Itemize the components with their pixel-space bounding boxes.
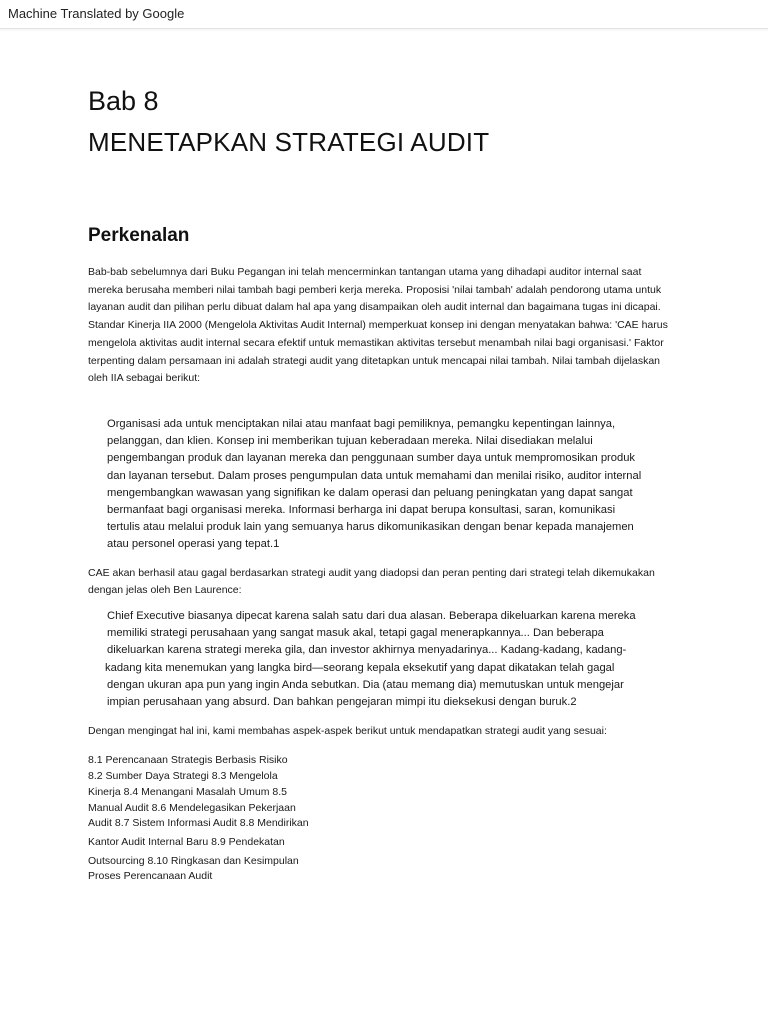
text-line: mereka berusaha memberi nilai tambah bagi pemberi kerja mereka. Proposisi 'nilai tambah' adalah pendorong utama untuk [88, 283, 662, 296]
contents-line: Kantor Audit Internal Baru 8.9 Pendekatan [88, 835, 285, 848]
translation-banner [0, 0, 768, 29]
text-line: dengan jelas oleh Ben Laurence: [88, 584, 242, 596]
quote-line: Organisasi ada untuk menciptakan nilai atau manfaat bagi pemiliknya, pemangku kepentingan lainnya, [107, 418, 616, 430]
text-line: Bab-bab sebelumnya dari Buku Pegangan ini telah mencerminkan tantangan utama yang dihadapi auditor internal saat [88, 266, 642, 278]
quote-line: mengembangkan wawasan yang signifikan ke dalam operasi dan peluang peningkatan yang dapat sangat [107, 486, 633, 499]
banner-text: Machine Translated by Google [8, 6, 185, 21]
contents-line: 8.1 Perencanaan Strategis Berbasis Risiko [88, 754, 288, 766]
quote-line: dengan ukuran apa pun yang ingin Anda sebutkan. Dia (atau memang dia) memutuskan untuk mengejar [107, 678, 624, 691]
quote-line: pengembangan produk dan layanan mereka dan penggunaan sumber daya untuk mempromosikan produk [107, 452, 636, 465]
quote-line: bermanfaat bagi organisasi mereka. Informasi berharga ini dapat berupa konsultasi, saran, komunikasi [107, 504, 616, 517]
chapter-title: MENETAPKAN STRATEGI AUDIT [88, 127, 490, 157]
quote-line: impian perusahaan yang absurd. Dan bahkan pengejaran mimpi itu dieksekusi dengan buruk.2 [107, 696, 577, 709]
quote-line: tertulis atau melalui produk lain yang semuanya harus dikomunikasikan dengan benar kepada manajemen [107, 521, 634, 534]
block-quote-iia [107, 416, 641, 554]
quote-line: dikeluarkan karena strategi mereka gila, dan investor akhirnya menyadarinya... Kadang-kadang, kadang- [107, 644, 627, 657]
quote-line: Chief Executive biasanya dipecat karena salah satu dari dua alasan. Beberapa dikeluarkan karena mereka [107, 610, 636, 622]
text-line: terpenting dalam persamaan ini adalah strategi audit yang ditetapkan untuk mencapai nilai tambah. Nilai tambah dijelaskan [88, 354, 661, 367]
quote-line: dan layanan tersebut. Dalam proses pengumpulan data untuk memahami dan menilai risiko, auditor internal [107, 469, 642, 482]
contents-line: Audit 8.7 Sistem Informasi Audit 8.8 Mendirikan [88, 817, 309, 830]
block-quote-laurence [107, 608, 636, 711]
contents-line: Kinerja 8.4 Menangani Masalah Umum 8.5 [88, 786, 288, 799]
text-line: layanan audit dan pilihan perlu dibuat dalam hal apa yang disampaikan oleh audit internal dan bagaimana tugas ini dicapai. [88, 301, 661, 314]
contents-line: Proses Perencanaan Audit [88, 870, 213, 883]
text-line: oleh IIA sebagai berikut: [88, 372, 201, 385]
chapter-number: Bab 8 [88, 86, 159, 116]
quote-line: kadang kita menemukan yang langka bird—seorang kepala eksekutif yang dapat dikatakan telah gagal [105, 661, 615, 674]
quote-line: pelanggan, dan klien. Konsep ini memberikan tujuan keberadaan mereka. Nilai disediakan melalui [107, 435, 593, 448]
contents-line: Manual Audit 8.6 Mendelegasikan Pekerjaan [88, 801, 296, 814]
intro-paragraph [88, 264, 668, 388]
quote-line: memiliki strategi perusahaan yang sangat masuk akal, tetapi gagal menerapkannya... Dan beberapa [107, 627, 604, 640]
contents-line: Outsourcing 8.10 Ringkasan dan Kesimpulan [88, 854, 299, 867]
text-line: Standar Kinerja IIA 2000 (Mengelola Aktivitas Audit Internal) memperkuat konsep ini dengan menyatakan bahwa: 'CAE harus [88, 319, 668, 332]
section-heading: Perkenalan [88, 225, 190, 246]
text-line: mengelola aktivitas audit internal secara efektif untuk memastikan aktivitas tersebut menambah nilai bagi organisasi.' Faktor [88, 336, 664, 349]
aspects-intro: Dengan mengingat hal ini, kami membahas aspek-aspek berikut untuk mendapatkan strategi audit yang sesuai: [88, 725, 607, 737]
contents-line: 8.2 Sumber Daya Strategi 8.3 Mengelola [88, 769, 278, 782]
chapter-contents-list [88, 753, 309, 885]
text-line: CAE akan berhasil atau gagal berdasarkan strategi audit yang diadopsi dan peran penting dari strategi telah dikemukakan [88, 567, 655, 579]
cae-paragraph [88, 565, 655, 599]
quote-line: atau personel operasi yang tepat.1 [107, 538, 280, 551]
